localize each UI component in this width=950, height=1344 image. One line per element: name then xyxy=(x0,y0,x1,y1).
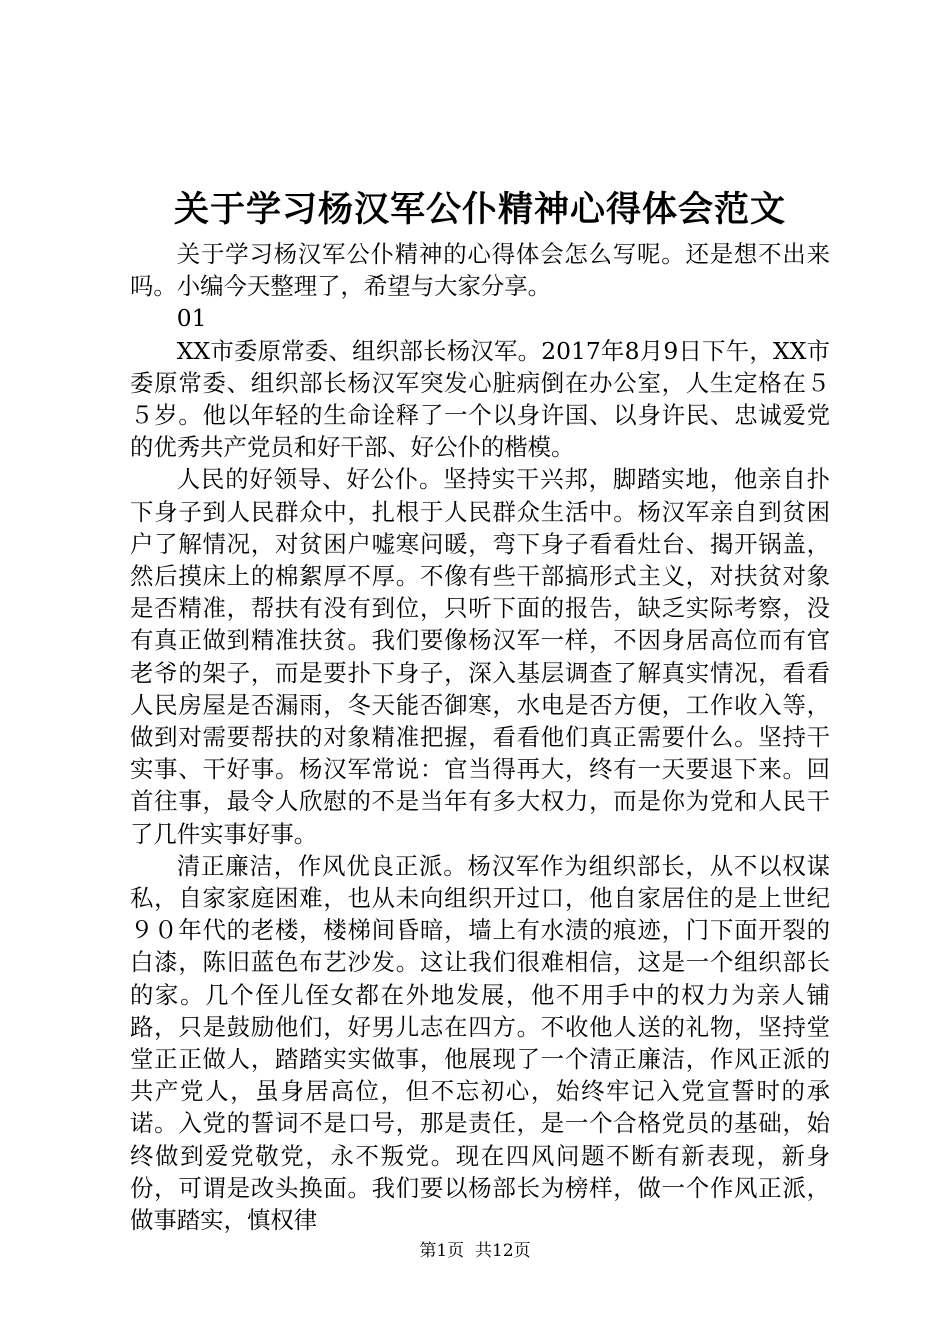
document-title: 关于学习杨汉军公仆精神心得体会范文 xyxy=(173,189,786,230)
paragraph-intro: 关于学习杨汉军公仆精神的心得体会怎么写呢。还是想不出来吗。小编今天整理了，希望与大家分享。 xyxy=(130,240,830,301)
section-number: 01 xyxy=(176,304,207,333)
document-body xyxy=(130,238,830,1236)
paragraph: 清正廉洁，作风优良正派。杨汉军作为组织部长，从不以权谋私，自家家庭困难，也从未向组织开过口，他自家居住的是上世纪９０年代的老楼，楼梯间昏暗，墙上有水渍的痕迹，门下面开裂的白漆，陈旧蓝色布艺沙发。这让我们很难相信，这是一个组织部长的家。几个侄儿侄女都在外地发展，他不用手中的权力为亲人铺路，只是鼓励他们，好男儿志在四方。不收他人送的礼物，坚持堂堂正正做人，踏踏实实做事，他展现了一个清正廉洁，作风正派的共产党人，虽身居高位，但不忘初心，始终牢记入党宣誓时的承诺。入党的誓词不是口号，那是责任，是一个合格党员的基础，始终做到爱党敬党，永不叛党。现在四风问题不断有新表现，新身份，可谓是改头换面。我们要以杨部长为榜样，做一个作风正派，做事踏实，慎权律 xyxy=(130,851,830,1235)
page-number: 第1页 xyxy=(419,1241,465,1261)
paragraph: 人民的好领导、好公仆。坚持实干兴邦，脚踏实地，他亲自扑下身子到人民群众中，扎根于人民群众生活中。杨汉军亲自到贫困户了解情况，对贫困户嘘寒问暖，弯下身子看看灶台、揭开锅盖，然后摸床上的棉絮厚不厚。不像有些干部搞形式主义，对扶贫对象是否精准，帮扶有没有到位，只听下面的报告，缺乏实际考察，没有真正做到精准扶贫。我们要像杨汉军一样，不因身居高位而有官老爷的架子，而是要扑下身子，深入基层调查了解真实情况，看看人民房屋是否漏雨，冬天能否御寒，水电是否方便，工作收入等，做到对需要帮扶的对象精准把握，看看他们真正需要什么。坚持干实事、干好事。杨汉军常说：官当得再大，终有一天要退下来。回首往事，最令人欣慰的不是当年有多大权力，而是你为党和人民干了几件实事好事。 xyxy=(130,465,830,848)
paragraph: XX市委原常委、组织部长杨汉军。2017年8月9日下午，XX市委原常委、组织部长杨汉军突发心脏病倒在办公室，人生定格在５５岁。他以年轻的生命诠释了一个以身许国、以身许民、忠诚爱党的优秀共产党员和好干部、好公仆的楷模。 xyxy=(130,336,830,462)
page-footer xyxy=(0,1239,950,1263)
page-total: 共12页 xyxy=(475,1241,531,1261)
